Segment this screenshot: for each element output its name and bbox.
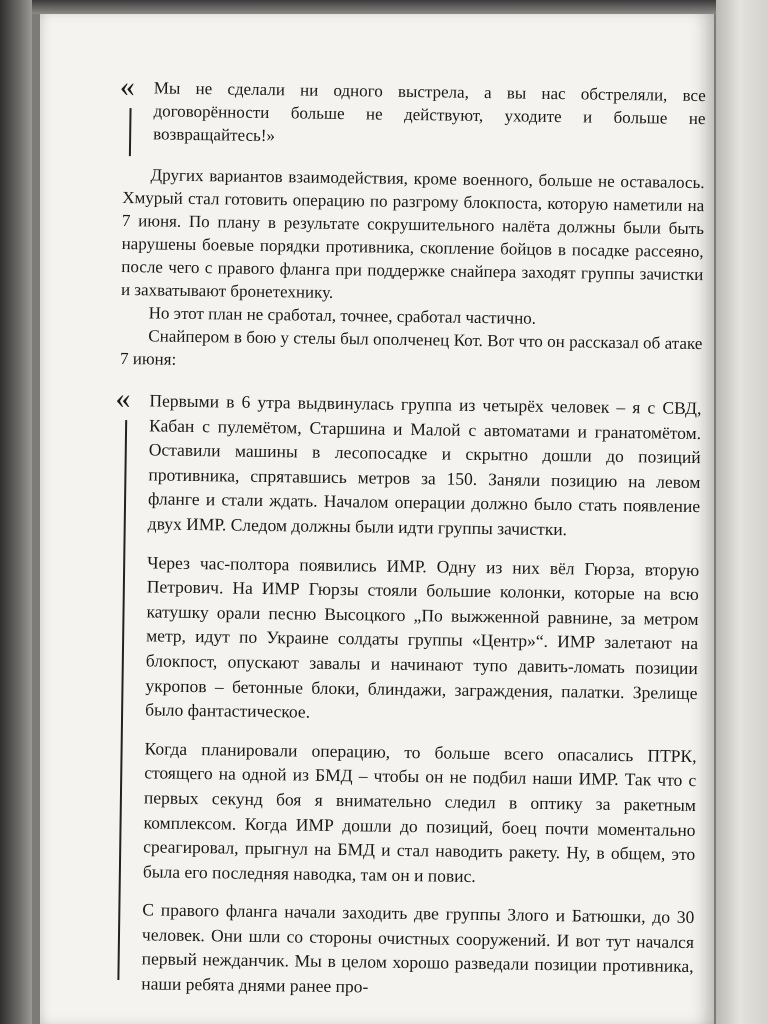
quote-bar <box>129 108 132 156</box>
page-text <box>111 69 706 1022</box>
narrative-paragraph: Снайпером в бою у стелы был ополченец Кот. Вот что он рассказал об атаке 7 июня: <box>119 326 703 369</box>
quote-bar <box>117 420 127 980</box>
book-page <box>40 14 714 1024</box>
opening-quote-block <box>119 69 706 153</box>
quote-mark-icon: « <box>115 381 131 416</box>
quote-paragraph: Мы не сделали ни одного выстрела, а вы нас обстреляли, все договорённости больше не действуют, уходите и больше не возвращайтесь!» <box>153 78 706 146</box>
quote-paragraph: Через час-полтора появились ИМР. Одну из них вёл Гюрза, вторую Петрович. На ИМР Гюрзы стояли большие колонки, которые на всю катушку орали песню Высоцкого „По выжженной равнине, за метром метр, идут по Украине солдаты группы «Центр»“. ИМР залетают на блокпост, опускают завалы и начинают тупо давить-ломать позиции укропов – бетонные блоки, блиндажи, заграждения, палатки. Зрелище было фантастическое. <box>145 551 700 722</box>
narrative-block <box>120 163 705 378</box>
quote-paragraph: Когда планировали операцию, то больше всего опасались ПТРК, стоящего на одной из БМД – чтобы он не подбил наши ИМР. Так что с первых секунд боя я внимательно следил в оптику за ракетным комплексом. Когда ИМР дошли до позиций, боец почти моментально среагировал, прыгнул на БМД и стал наводить ракету. Ну, в общем, это была его последняя наводка, там он и повис. <box>142 738 697 886</box>
quote-mark-icon: « <box>119 69 136 104</box>
quote-paragraph: Первыми в 6 утра выдвинулась группа из четырёх человек – я с СВД, Кабан с пулемётом, Старшина и Малой с автоматами и гранатомётом. Оставили машины в лесопосадке и скрытно дошли до позиций противника, спрятавшись метров за 150. Заняли позицию на левом фланге и стали ждать. Началом операции должно было стать появление двух ИМР. Следом должны были идти группы зачистки. <box>147 390 702 540</box>
quote-paragraph: С правого фланга начали заходить две группы Злого и Батюшки, до 30 человек. Они шли со стороны очистных сооружений. И вот тут начался первый нежданчик. Мы в целом хорошо разведали позиции противника, наши ребята днями ранее про- <box>141 899 695 997</box>
book-top-edge <box>0 0 768 14</box>
testimony-quote-block <box>111 381 702 1004</box>
next-page-edge <box>716 0 768 1024</box>
narrative-paragraph: Других вариантов взаимодействия, кроме военного, больше не оставалось. Хмурый стал готовить операцию по разгрому блокпоста, которую наметили на 7 июня. По плану в результате сокрушительного налёта должны были быть нарушены боевые порядки противника, скопление бойцов в посадке рассеяно, после чего с правого фланга при поддержке снайпера заходят группы зачистки и захватывают бронетехнику. <box>120 165 705 302</box>
narrative-paragraph: Но этот план не сработал, точнее, сработал частично. <box>148 303 537 328</box>
book-spine-shadow <box>0 0 32 1024</box>
